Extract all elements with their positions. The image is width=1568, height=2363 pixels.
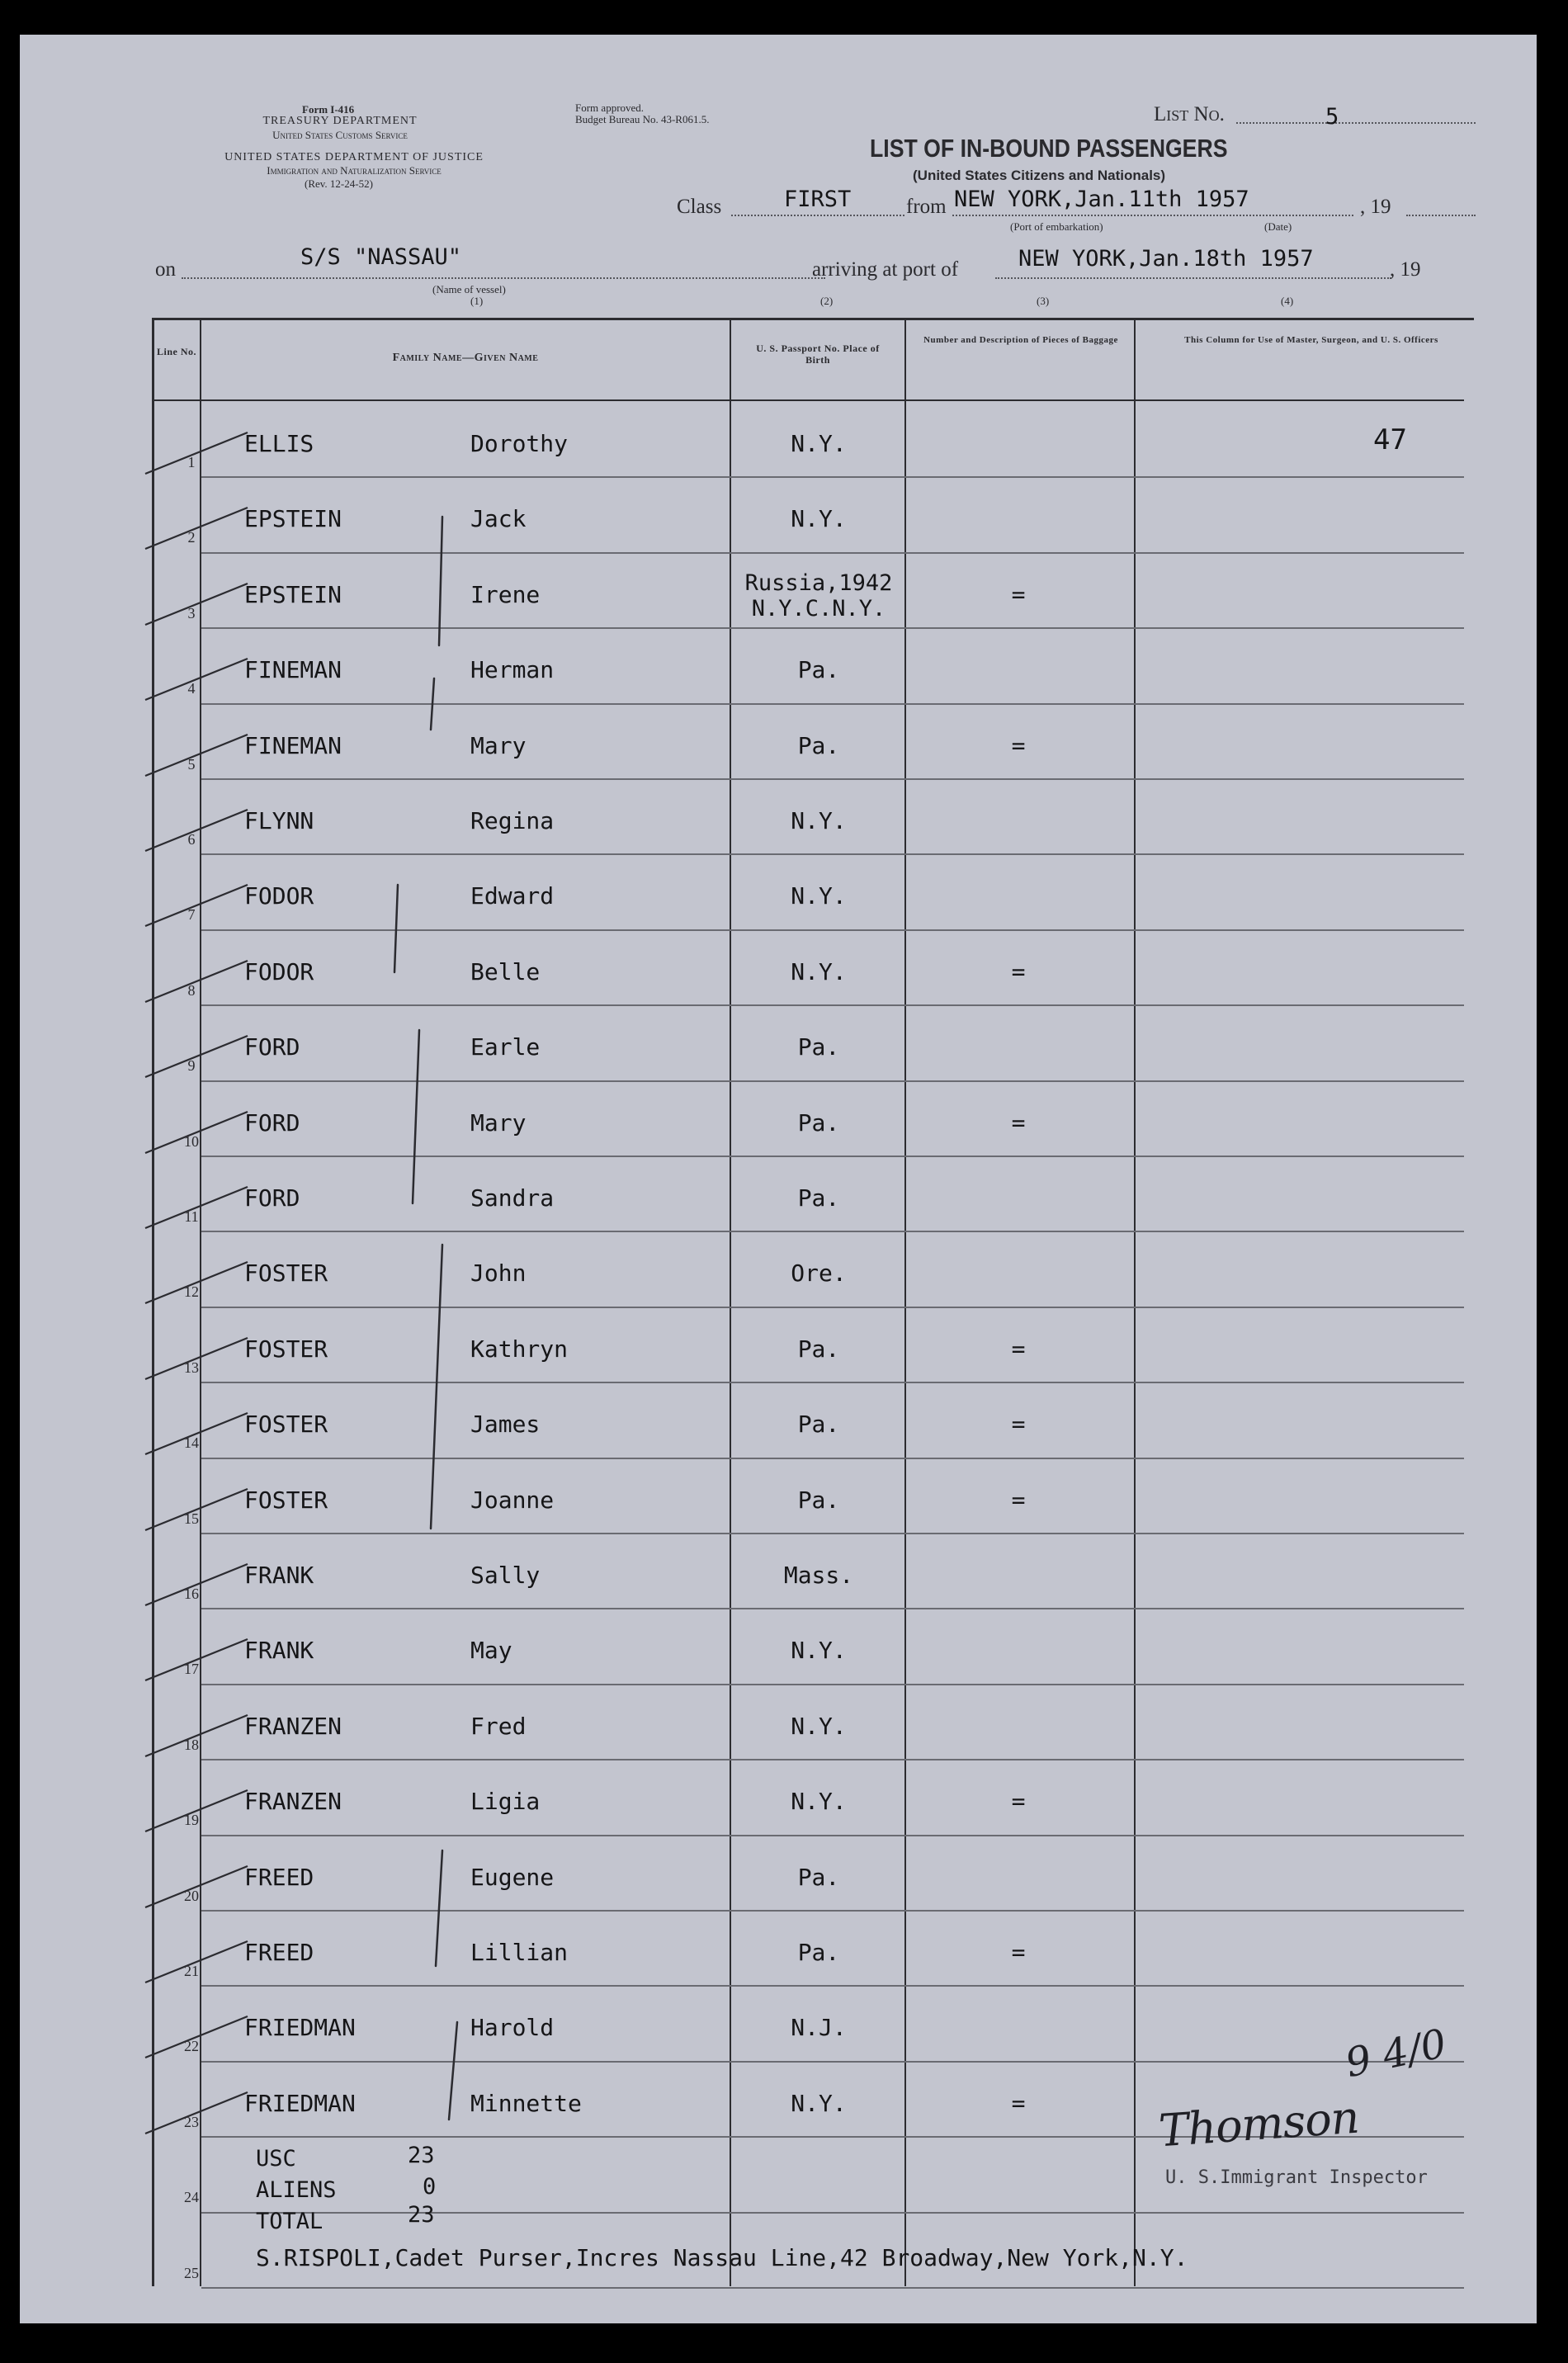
class-label: Class — [677, 196, 722, 218]
inspector-title: U. S.Immigrant Inspector — [1165, 2167, 1428, 2188]
family-name: FORD — [244, 1184, 300, 1212]
family-name: FOSTER — [244, 1335, 328, 1363]
family-name: FOSTER — [244, 1486, 328, 1514]
col-header-line-no: Line No. — [156, 346, 196, 357]
on-label: on — [155, 258, 176, 281]
given-name: Kathryn — [470, 1335, 569, 1363]
given-name: Lillian — [470, 1939, 569, 1966]
line-number: 22 — [184, 2038, 199, 2055]
form-title: LIST OF IN-BOUND PASSENGERS — [870, 134, 1228, 163]
family-name: FOSTER — [244, 1411, 328, 1439]
line-number: 10 — [184, 1132, 199, 1150]
line-number: 6 — [187, 831, 196, 848]
line-number: 18 — [184, 1736, 199, 1753]
baggage-mark: = — [1011, 2089, 1026, 2117]
family-name: FOSTER — [244, 1259, 328, 1288]
place-of-birth: Russia,1942 N.Y.C.N.Y. — [744, 569, 893, 621]
line-number: 16 — [184, 1586, 199, 1602]
place-of-birth: Pa. — [797, 1486, 840, 1514]
given-name: Mary — [470, 731, 527, 759]
col-header-passport: U. S. Passport No. Place of Birth — [756, 343, 880, 366]
family-name: FREED — [244, 1863, 314, 1891]
line-number: 2 — [187, 529, 196, 546]
total-label: TOTAL — [256, 2209, 324, 2234]
class-value: FIRST — [784, 187, 852, 212]
family-name: FLYNN — [244, 807, 314, 834]
place-of-birth: Pa. — [797, 1033, 840, 1061]
bracket-fineman — [431, 678, 434, 730]
bracket-epstein — [439, 517, 442, 645]
line-number: 4 — [187, 680, 196, 697]
family-name: FODOR — [244, 957, 314, 985]
aliens-label: ALIENS — [256, 2177, 337, 2203]
baggage-mark: = — [1011, 1411, 1026, 1439]
given-name: Sandra — [470, 1184, 555, 1212]
list-no-value: 5 — [1325, 104, 1339, 130]
family-name: EPSTEIN — [244, 580, 342, 608]
embarkation-value: NEW YORK,Jan.11th 1957 — [954, 187, 1249, 212]
baggage-mark: = — [1011, 1335, 1026, 1363]
place-of-birth: N.Y. — [791, 430, 847, 457]
given-name: Minnette — [470, 2089, 582, 2117]
line-number: 5 — [187, 755, 196, 773]
given-name: Irene — [470, 580, 541, 608]
budget-bureau: Budget Bureau No. 43-R061.5. — [575, 113, 710, 125]
place-of-birth: Ore. — [791, 1259, 847, 1288]
customs-service: United States Customs Service — [272, 129, 408, 141]
justice-dept: UNITED STATES DEPARTMENT OF JUSTICE — [224, 151, 484, 163]
year-suffix-1: , 19 — [1360, 196, 1391, 218]
place-of-birth: Pa. — [797, 1108, 840, 1137]
bracket-fodor — [394, 885, 398, 972]
usc-value: 23 — [408, 2143, 435, 2168]
given-name: Eugene — [470, 1863, 555, 1891]
given-name: Dorothy — [470, 430, 569, 457]
line-number: 24 — [184, 2189, 199, 2206]
form-subtitle: (United States Citizens and Nationals) — [913, 168, 1166, 183]
usc-label: USC — [256, 2146, 296, 2172]
family-name: FRANZEN — [244, 1712, 342, 1740]
bracket-freed — [436, 1850, 442, 1966]
family-name: FREED — [244, 1939, 314, 1966]
port-caption: (Port of embarkation) — [1010, 220, 1103, 233]
line-number: 23 — [184, 2113, 199, 2130]
place-of-birth: Mass. — [783, 1562, 854, 1589]
col-header-name: Family Name—Given Name — [392, 352, 539, 364]
bracket-friedman — [449, 2022, 457, 2120]
line-number: 17 — [184, 1661, 199, 1678]
col-header-baggage: Number and Description of Pieces of Baggage — [923, 335, 1118, 345]
given-name: Sally — [470, 1562, 541, 1589]
place-of-birth: N.Y. — [791, 505, 847, 533]
col-num-4: (4) — [1281, 295, 1294, 307]
place-of-birth: N.Y. — [791, 1712, 847, 1740]
treasury-dept: TREASURY DEPARTMENT — [262, 115, 418, 127]
place-of-birth: N.J. — [791, 2014, 847, 2042]
arrival-value: NEW YORK,Jan.18th 1957 — [1018, 246, 1314, 272]
form-number: Form I-416 — [302, 103, 355, 116]
baggage-mark: = — [1011, 1486, 1026, 1514]
line-number: 21 — [184, 1963, 199, 1979]
family-name: FINEMAN — [244, 656, 342, 684]
line-number: 9 — [187, 1057, 196, 1075]
baggage-mark: = — [1011, 731, 1026, 759]
col-header-officers: This Column for Use of Master, Surgeon, and U. S. Officers — [1184, 335, 1438, 345]
place-of-birth: N.Y. — [791, 2089, 847, 2117]
vessel-caption: (Name of vessel) — [432, 283, 506, 295]
line-number: 13 — [184, 1359, 199, 1376]
aliens-value: 0 — [423, 2174, 437, 2200]
place-of-birth: N.Y. — [791, 882, 847, 910]
place-of-birth: Pa. — [797, 1335, 840, 1363]
baggage-mark: = — [1011, 1108, 1026, 1137]
given-name: Mary — [470, 1108, 527, 1137]
given-name: Herman — [470, 656, 555, 684]
baggage-mark: = — [1011, 580, 1026, 608]
family-name: FRIEDMAN — [244, 2014, 356, 2042]
date-caption: (Date) — [1264, 220, 1292, 233]
revision-date: (Rev. 12-24-52) — [305, 177, 373, 190]
line-number: 1 — [187, 454, 196, 470]
family-name: FRANZEN — [244, 1788, 342, 1816]
given-name: James — [470, 1411, 541, 1439]
place-of-birth: N.Y. — [791, 1637, 847, 1665]
list-no-label: List No. — [1154, 103, 1225, 125]
line-number: 25 — [184, 2264, 199, 2281]
given-name: Ligia — [470, 1788, 541, 1816]
from-label: from — [906, 196, 947, 218]
family-name: FRANK — [244, 1562, 314, 1589]
line-number: 14 — [184, 1434, 199, 1452]
purser-line: S.RISPOLI,Cadet Purser,Incres Nassau Line,42 Broadway,New York,N.Y. — [256, 2244, 1188, 2271]
col-num-2: (2) — [820, 295, 834, 307]
family-name: EPSTEIN — [244, 505, 342, 533]
given-name: May — [470, 1637, 512, 1665]
line-number: 19 — [184, 1812, 199, 1829]
family-name: FORD — [244, 1033, 300, 1061]
form-approved: Form approved. — [575, 102, 645, 114]
vessel-caption-num: (1) — [470, 295, 484, 307]
family-name: FRANK — [244, 1637, 314, 1665]
place-of-birth: N.Y. — [791, 957, 847, 985]
place-of-birth: Pa. — [797, 1411, 840, 1439]
pencil-marks — [20, 35, 1537, 2323]
line-number: 3 — [187, 604, 196, 621]
place-of-birth: Pa. — [797, 1863, 840, 1891]
given-name: Harold — [470, 2014, 555, 2042]
arriving-label: arriving at port of — [812, 258, 959, 281]
bracket-foster — [431, 1245, 442, 1529]
given-name: Edward — [470, 882, 555, 910]
total-value: 23 — [408, 2202, 435, 2228]
family-name: FINEMAN — [244, 731, 342, 759]
place-of-birth: N.Y. — [791, 1788, 847, 1816]
line-number: 11 — [184, 1208, 199, 1225]
family-name: FRIEDMAN — [244, 2089, 356, 2117]
line-number: 8 — [187, 981, 196, 999]
given-name: John — [470, 1259, 527, 1288]
baggage-mark: = — [1011, 957, 1026, 985]
given-name: Regina — [470, 807, 555, 834]
given-name: Jack — [470, 505, 527, 533]
col-num-3: (3) — [1037, 295, 1050, 307]
line-number: 20 — [184, 1887, 199, 1904]
family-name: FORD — [244, 1108, 300, 1137]
baggage-mark: = — [1011, 1939, 1026, 1966]
line-number: 7 — [187, 906, 196, 924]
family-name: ELLIS — [244, 430, 314, 457]
family-name: FODOR — [244, 882, 314, 910]
officer-note: 47 — [1373, 423, 1407, 456]
given-name: Fred — [470, 1712, 527, 1740]
ins-service: Immigration and Naturalization Service — [267, 164, 442, 177]
place-of-birth: N.Y. — [791, 807, 847, 834]
handwritten-note: 9 4/0 — [1341, 2020, 1451, 2087]
passenger-list-sheet — [20, 35, 1537, 2323]
bracket-ford — [413, 1030, 419, 1203]
place-of-birth: Pa. — [797, 656, 840, 684]
baggage-mark: = — [1011, 1788, 1026, 1816]
inspector-signature: Thomson — [1157, 2091, 1361, 2157]
place-of-birth: Pa. — [797, 1184, 840, 1212]
given-name: Earle — [470, 1033, 541, 1061]
year-suffix-2: , 19 — [1390, 258, 1421, 281]
place-of-birth: Pa. — [797, 1939, 840, 1966]
line-number: 12 — [184, 1283, 199, 1301]
vessel-name: S/S "NASSAU" — [300, 244, 462, 270]
given-name: Belle — [470, 957, 541, 985]
place-of-birth: Pa. — [797, 731, 840, 759]
line-number: 15 — [184, 1510, 199, 1527]
given-name: Joanne — [470, 1486, 555, 1514]
